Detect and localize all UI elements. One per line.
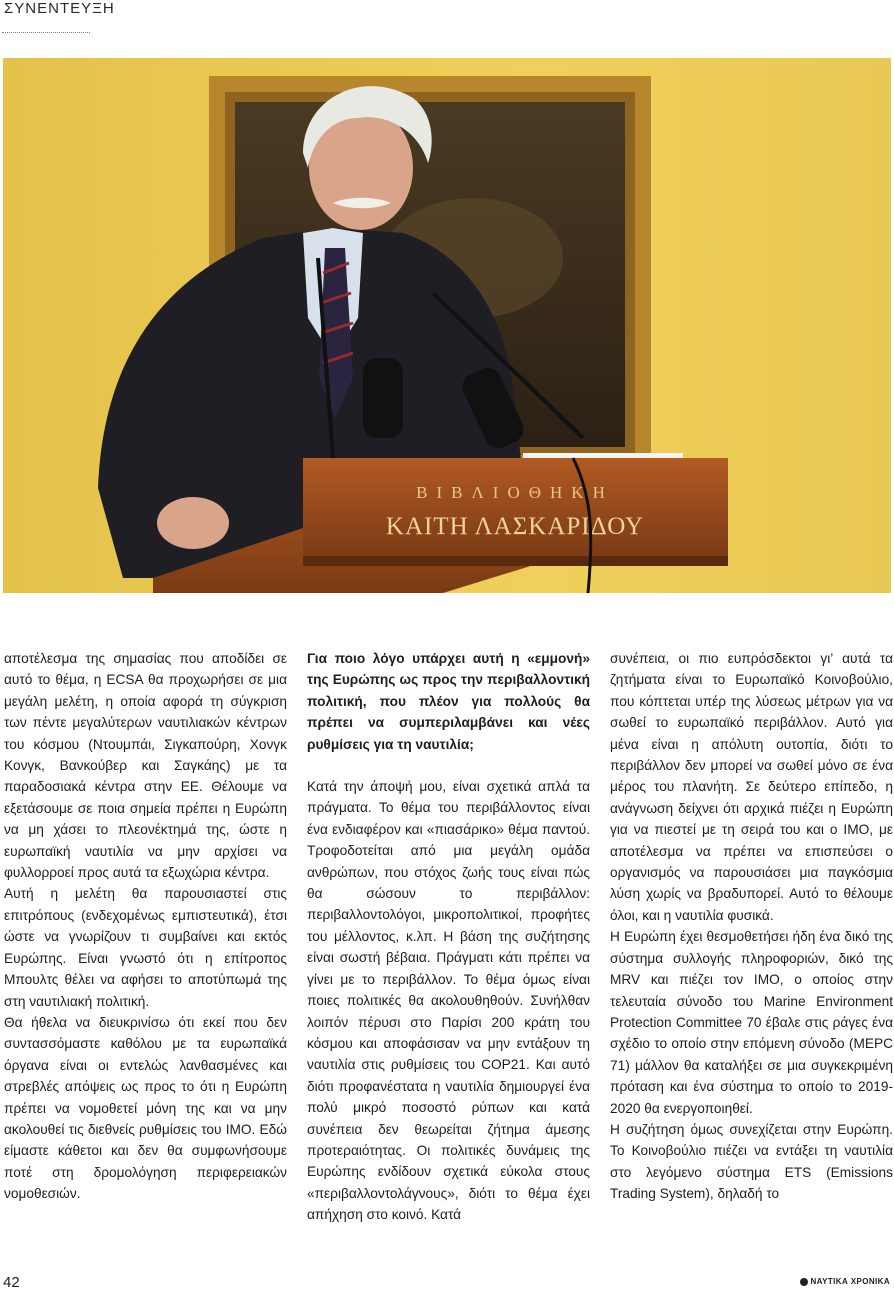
podium-line1: ΒΙΒΛΙΟΘΗΚΗ bbox=[416, 483, 614, 502]
paragraph: Η Ευρώπη έχει θεσμοθετήσει ήδη ένα δικό της σύστημα συλλογής πληροφοριών, δικό της MRV και πιέζει τον IMO, ο οποίος στην τελευταία σύνοδο του Marine Environment Protection Committee 70 έβαλε στις ράγες ένα σχέδιο το οποίο στην επόμενη σύνοδο (MEPC 71) μάλλον θα καταλήξει σε μια συγκεκριμένη πρόταση και ένα σύστημα το οποίο το 2019-2020 θα ενεργοποιηθεί. bbox=[610, 929, 893, 1116]
podium-line2: ΚΑΙΤΗ ΛΑΣΚΑΡΙΔΟΥ bbox=[385, 513, 645, 540]
paragraph: αποτέλεσμα της σημασίας που αποδίδει σε αυτό το θέμα, η ECSA θα προχωρήσει σε μια μεγάλη μελέτη, η οποία αφορά τη σύγκριση των πέντε μεγαλύτερων ναυτιλιακών κέντρων του κόσμου (Ντουμπάι, Σιγκαπούρη, Χονγκ Κονγκ, Βανκούβερ και Σαγκάης) με τα παραδοσιακά κέντρα στην ΕΕ. Θέλουμε να εξετάσουμε σε ποια σημεία πρέπει η Ευρώπη να μη χάσει το πλεονέκτημά της, ώστε η ευρωπαϊκή ναυτιλία να μην αρχίσει να φυλλορροεί προς αυτά τα εξωχώρια κέντρα. bbox=[4, 651, 287, 881]
paragraph: Θα ήθελα να διευκρινίσω ότι εκεί που δεν συντασσόμαστε καθόλου με τα ευρωπαϊκά όργανα είναι οι εντελώς λανθασμένες και στρεβλές απόψεις ως προς το ότι η Ευρώπη πρέπει να νομοθετεί μόνη της και να μην ακολουθεί τις διεθνείς ρυθμίσεις του IMO. Εδώ είμαστε κάθετοι και δεν θα συμφωνήσουμε ποτέ στη δρομολόγηση περιφερειακών νομοθεσιών. bbox=[4, 1014, 287, 1202]
page-number: 42 bbox=[3, 1274, 20, 1291]
text-column-2 bbox=[307, 648, 590, 1226]
paragraph: Αυτή η μελέτη θα παρουσιαστεί στις επιτρόπους (ενδεχομένως εμπιστευτικά), έτσι ώστε να γνωρίζουν τι συμβαίνει και εκτός Ευρώπης. Είναι γνωστό ότι η επίτροπος Μπουλτς θέλει να αφήσει το αποτύπωμά της στη ναυτιλιακή πολιτική. bbox=[4, 886, 287, 1009]
interview-photo bbox=[3, 58, 891, 593]
text-column-3 bbox=[610, 648, 893, 1205]
publication-brand bbox=[800, 1277, 891, 1286]
brand-name: ΝΑΥΤΙΚΑ ΧΡΟΝΙΚΑ bbox=[810, 1277, 890, 1286]
paragraph: Η συζήτηση όμως συνεχίζεται στην Ευρώπη. Το Κοινοβούλιο πιέζει να εντάξει τη ναυτιλία στο λεγόμενο σύστημα ETS (Emissions Trading System), δηλαδή το bbox=[610, 1121, 893, 1202]
interview-question: Για ποιο λόγο υπάρχει αυτή η «εμμονή» της Ευρώπης ως προς την περιβαλλοντική πολιτική, που πλέον για πολλούς θα πρέπει να συμπεριλαμβάνει και νέες ρυθμίσεις για τη ναυτιλία; bbox=[307, 651, 590, 752]
section-label: ΣΥΝΕΝΤΕΥΞΗ bbox=[4, 0, 115, 17]
paragraph: Κατά την άποψή μου, είναι σχετικά απλά τα πράγματα. Το θέμα του περιβάλλοντος είναι ένα ενδιαφέρον και «πιασάρικο» θέμα παντού. Τροφοδοτείται από μια μεγάλη ομάδα ανθρώπων, που στόχος ζωής τους είναι πώς θα σώσουν το περιβάλλον: περιβαλλοντολόγοι, μικροπολιτικοί, προφήτες του μέλλοντος, κ.λπ. Η βάση της συζήτησης είναι σωστή βέβαια. Πράγματι κάτι πρέπει να γίνει με το περιβάλλον. Το θέμα όμως είναι ποιες πολιτικές θα ακολουθηθούν. Συνήλθαν λοιπόν πέρυσι στο Παρίσι 200 κράτη του κόσμου και αποφάσισαν να μην εντάξουν τη ναυτιλία στις ρυθμίσεις του COP21. Και αυτό διότι προφανέστατα η ναυτιλία δημιουργεί ένα πολύ μικρό ποσοστό ρύπων και κατά συνέπεια δεν θεωρείται ζήτημα άμεσης προτεραιότητας. Οι πολιτικές δυνάμεις της Ευρώπης ενδίδουν σχετικά εύκολα στους «περιβαλλοντολάγνους», διότι το θέμα έχει απήχηση στο κοινό. Κατά bbox=[307, 779, 590, 1223]
header-dotted-rule bbox=[2, 32, 90, 33]
text-column-1 bbox=[4, 648, 287, 1205]
paragraph: συνέπεια, οι πιο ευπρόσδεκτοι γι’ αυτά τα ζητήματα είναι το Ευρωπαϊκό Κοινοβούλιο, που κόπτεται υπέρ της λύσεως μέτρων για να σωθεί το ευρωπαϊκό περιβάλλον. Αυτό για μένα είναι η απόλυτη ουτοπία, διότι το περιβάλλον δεν μπορεί να σωθεί μόνο σε ένα μέρος του πλανήτη. Σε δεύτερο επίπεδο, η ανάγνωση δείχνει ότι αρχικά πιέζει η Ευρώπη για να πιεστεί με τη σειρά του και ο IMO, με αποτέλεσμα να πρέπει να επισπεύσει ο οργανισμός να παρουσιάσει μια παγκόσμια λύση χωρίς να βραδυπορεί. Αυτό το θέλουμε όλοι, και η ναυτιλία φυσικά. bbox=[610, 651, 893, 923]
brand-logo-icon bbox=[800, 1278, 808, 1286]
